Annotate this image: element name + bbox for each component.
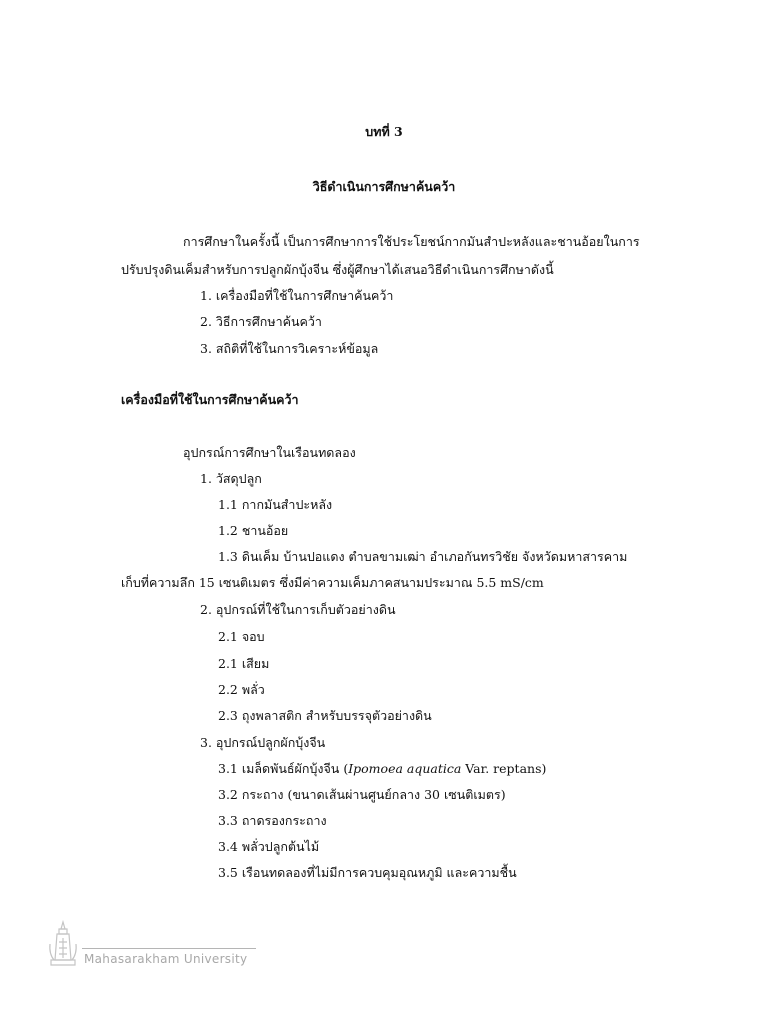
outline-item: 2. วิธีการศึกษาค้นคว้า [200, 314, 322, 329]
outline-item: 3. สถิติที่ใช้ในการวิเคราะห์ข้อมูล [200, 341, 379, 356]
list-item: 2.2 พลั่ว [218, 682, 265, 697]
outline-item: 1. เครื่องมือที่ใช้ในการศึกษาค้นคว้า [200, 288, 394, 303]
seed-label: 3.1 เมล็ดพันธ์ผักบุ้งจีน ( [218, 761, 349, 776]
list-item: 3.5 เรือนทดลองที่ไม่มีการควบคุมอุณหภูมิ และความชื้น [218, 865, 517, 880]
scientific-name: Ipomoea aquatica [348, 761, 462, 776]
variety-label: Var. reptans) [461, 761, 547, 776]
list-item: 3.4 พลั่วปลูกต้นไม้ [218, 839, 320, 854]
group-title: 3. อุปกรณ์ปลูกผักบุ้งจีน [200, 735, 326, 750]
list-item: 2.1 เสียม [218, 656, 270, 671]
list-item: 3.3 ถาดรองกระถาง [218, 813, 327, 828]
group-title: 2. อุปกรณ์ที่ใช้ในการเก็บตัวอย่างดิน [200, 602, 396, 617]
list-item-continuation: เก็บที่ความลึก 15 เซนติเมตร ซึ่งมีค่าความเค็มภาคสนามประมาณ 5.5 mS/cm [121, 575, 544, 590]
university-seal-icon [48, 920, 78, 968]
footer-university-name: Mahasarakham University [84, 952, 248, 966]
list-item [218, 760, 546, 778]
section-heading: เครื่องมือที่ใช้ในการศึกษาค้นคว้า [121, 392, 299, 407]
intro-line-2: ปรับปรุงดินเค็มสำหรับการปลูกผักบุ้งจีน ซึ่งผู้ศึกษาได้เสนอวิธีดำเนินการศึกษาดังนี้ [121, 262, 554, 277]
intro-line-1: การศึกษาในครั้งนี้ เป็นการศึกษาการใช้ประโยชน์กากมันสำปะหลังและชานอ้อยในการ [183, 234, 640, 249]
chapter-number: บทที่ 3 [365, 124, 403, 139]
list-item: 1.3 ดินเค็ม บ้านปอแดง ตำบลขามเฒ่า อำเภอกันทรวิชัย จังหวัดมหาสารคาม [218, 549, 628, 564]
list-item: 3.2 กระถาง (ขนาดเส้นผ่านศูนย์กลาง 30 เซนติเมตร) [218, 787, 506, 802]
footer-divider [82, 948, 256, 949]
list-item: 1.1 กากมันสำปะหลัง [218, 497, 333, 512]
group-title: 1. วัสดุปลูก [200, 471, 262, 486]
chapter-title: วิธีดำเนินการศึกษาค้นคว้า [312, 179, 456, 194]
list-item: 2.1 จอบ [218, 629, 265, 644]
equipment-intro: อุปกรณ์การศึกษาในเรือนทดลอง [183, 445, 356, 460]
list-item: 1.2 ชานอ้อย [218, 523, 289, 538]
list-item: 2.3 ถุงพลาสติก สำหรับบรรจุตัวอย่างดิน [218, 708, 432, 723]
